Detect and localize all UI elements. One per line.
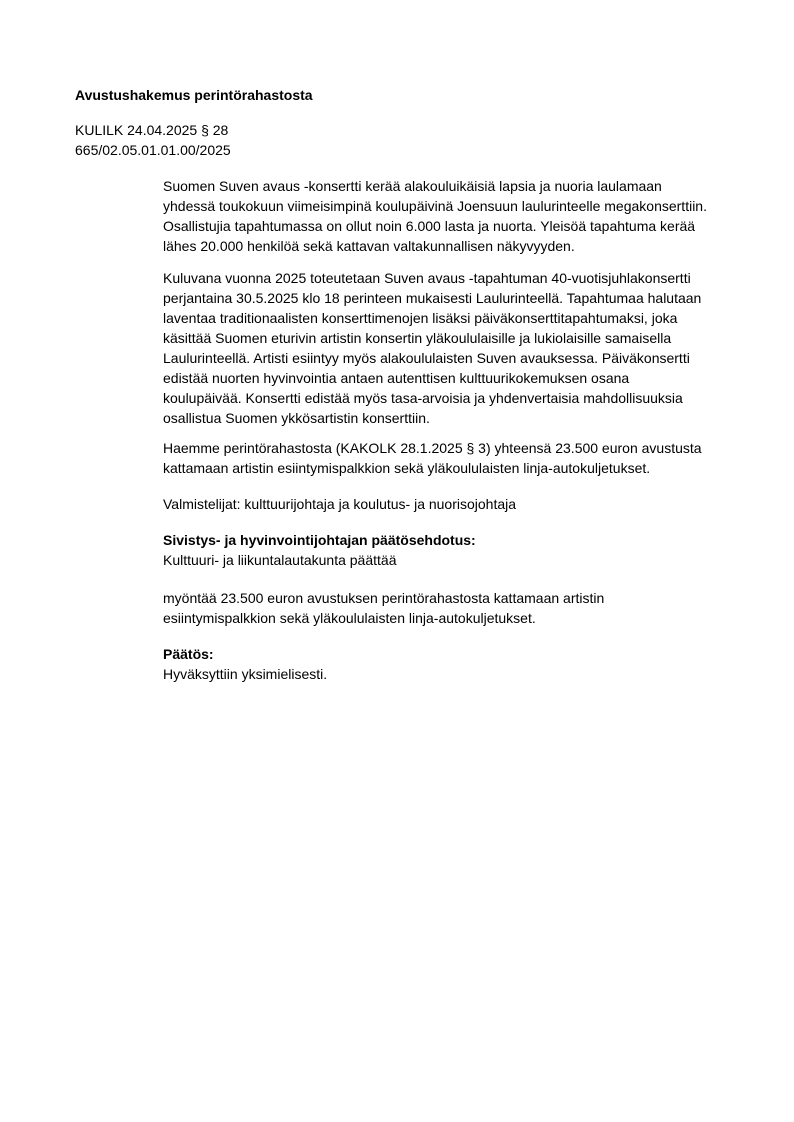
text-line: esiintymispalkkion sekä yläkoululaisten linja-autokuljetukset.: [163, 610, 536, 626]
text-line: perjantaina 30.5.2025 klo 18 perinteen mukaisesti Laulurinteellä. Tapahtumaa halutaan: [163, 290, 702, 306]
event-paragraph: [163, 268, 701, 428]
proposal-intro: Kulttuuri- ja liikuntalautakunta päättää: [163, 552, 397, 568]
text-line: yhdessä toukokuun viimeisimpinä koulupäivinä Joensuun laulurinteelle megakonserttiin.: [163, 198, 707, 214]
proposal-heading: Sivistys- ja hyvinvointijohtajan päätösehdotus:: [163, 532, 476, 548]
text-line: Osallistujia tapahtumassa on ollut noin 6.000 lasta ja nuorta. Yleisöä tapahtuma kerää: [163, 218, 696, 234]
intro-paragraph: [163, 176, 707, 256]
decision-heading: Päätös:: [163, 646, 214, 662]
text-line: kattamaan artistin esiintymispalkkion sekä yläkoululaisten linja-autokuljetukset.: [163, 460, 651, 476]
text-line: lähes 20.000 henkilöä sekä kattavan valtakunnallisen näkyvyyden.: [163, 238, 575, 254]
text-line: Haemme perintörahastosta (KAKOLK 28.1.2025 § 3) yhteensä 23.500 euron avustusta: [163, 440, 702, 456]
diary-number: 665/02.05.01.01.00/2025: [75, 142, 231, 158]
preparers-line: Valmistelijat: kulttuurijohtaja ja koulutus- ja nuorisojohtaja: [163, 496, 517, 512]
reference-line: KULILK 24.04.2025 § 28: [75, 122, 229, 138]
text-line: osallistua Suomen ykkösartistin konserttiin.: [163, 410, 430, 426]
request-paragraph: [163, 438, 702, 478]
text-line: edistää nuorten hyvinvointia antaen autenttisen kulttuurikokemuksen osana: [163, 370, 630, 386]
reference-block: [75, 120, 231, 160]
text-line: laventaa traditionaalisten konserttimenojen lisäksi päiväkonserttitapahtumaksi, joka: [163, 310, 678, 326]
text-line: myöntää 23.500 euron avustuksen perintörahastosta kattamaan artistin: [163, 590, 605, 606]
text-line: Laulurinteellä. Artisti esiintyy myös alakoululaisten Suven avauksessa. Päiväkonsertti: [163, 350, 690, 366]
text-line: Kuluvana vuonna 2025 toteutetaan Suven avaus -tapahtuman 40-vuotisjuhlakonsertti: [163, 270, 691, 286]
document-title: Avustushakemus perintörahastosta: [75, 87, 313, 103]
text-line: Suomen Suven avaus -konsertti kerää alakouluikäisiä lapsia ja nuoria laulamaan: [163, 178, 662, 194]
decision-text: Hyväksyttiin yksimielisesti.: [163, 666, 328, 682]
text-line: käsittää Suomen eturivin artistin konsertin yläkoululaisille ja lukiolaisille samaisella: [163, 330, 672, 346]
text-line: koulupäivää. Konsertti edistää myös tasa-arvoisia ja yhdenvertaisia mahdollisuuksia: [163, 390, 683, 406]
resolution-paragraph: [163, 588, 604, 628]
